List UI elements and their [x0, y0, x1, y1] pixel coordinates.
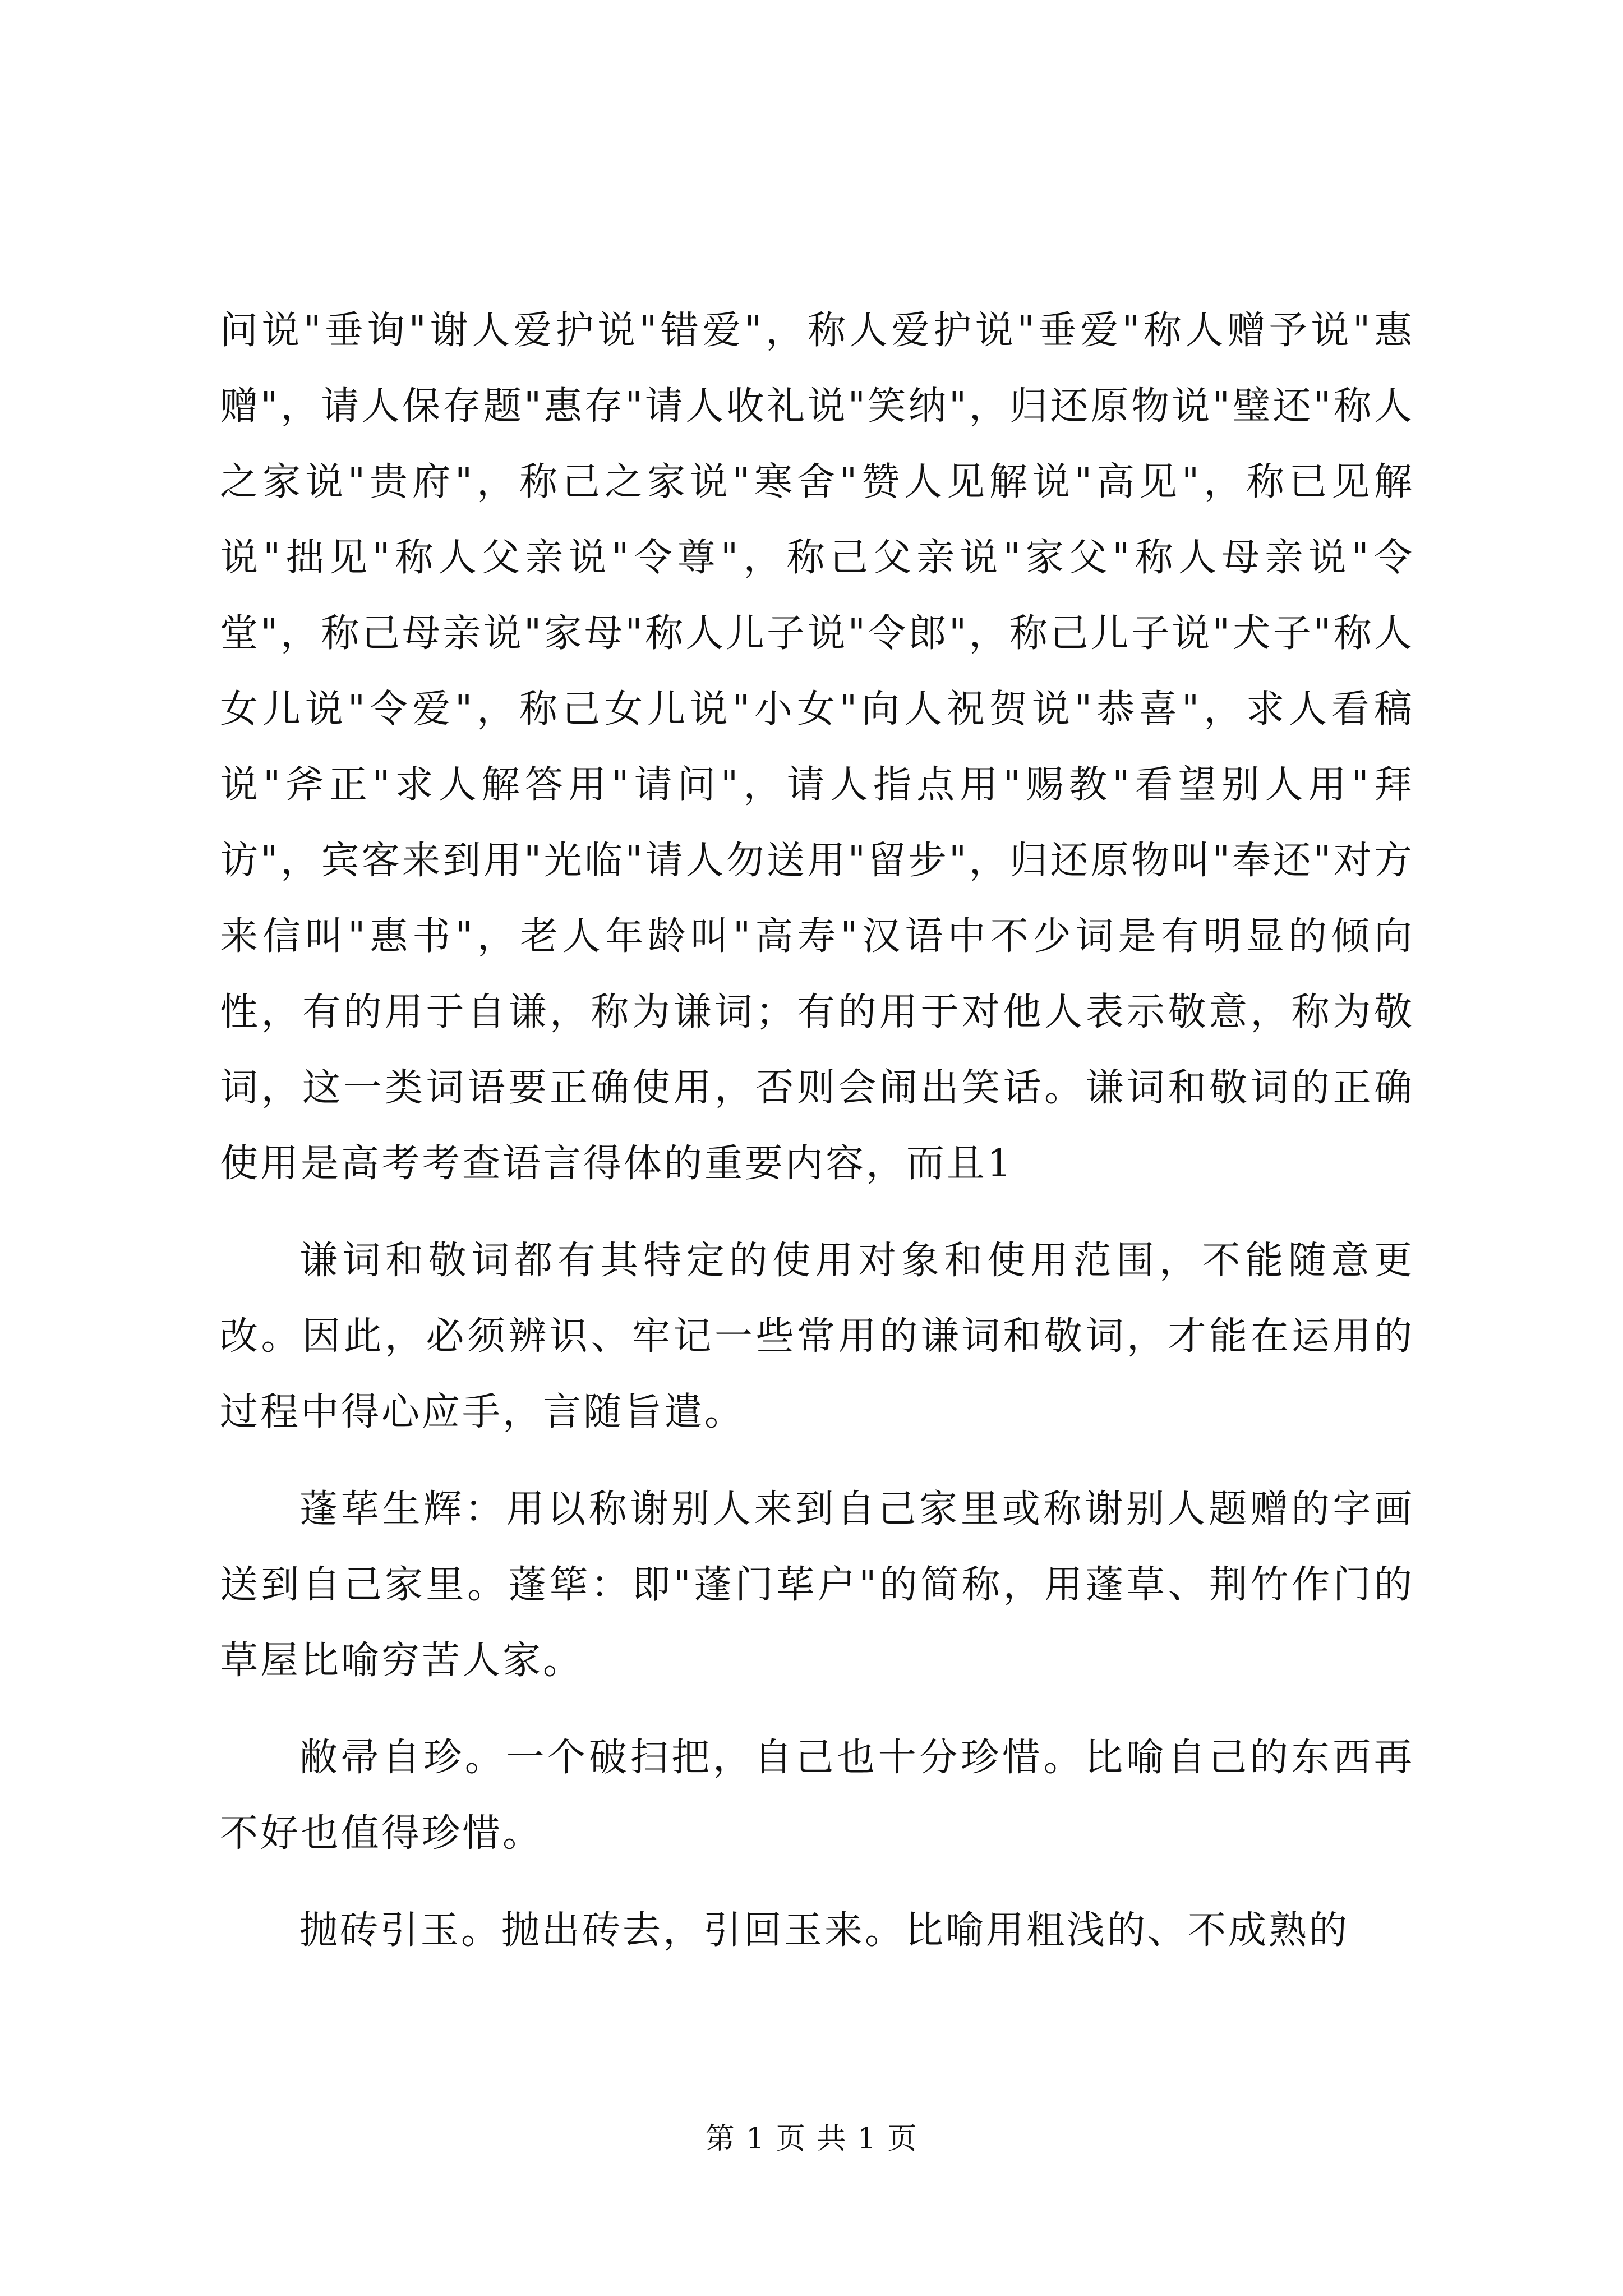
paragraph-usage-note: 谦词和敬词都有其特定的使用对象和使用范围，不能随意更改。因此，必须辨识、牢记一些常用的谦词和敬词，才能在运用的过程中得心应手，言随旨遣。: [220, 1239, 1414, 1434]
paragraph-paozhuan-yinyu: 抛砖引玉。抛出砖去，引回玉来。比喻用粗浅的、不成熟的: [299, 1908, 1350, 1953]
paragraph-pengbi-shenghui: 蓬荜生辉：用以称谢别人来到自己家里或称谢别人题赠的字画送到自己家里。蓬筚：即"蓬门荜户"的简称，用蓬草、荆竹作门的草屋比喻穷苦人家。: [220, 1487, 1414, 1683]
document-body: [220, 293, 1414, 1968]
paragraph-honorifics: 问说"垂询"谢人爱护说"错爱"，称人爱护说"垂爱"称人赠予说"惠赠"，请人保存题"惠存"请人收礼说"笑纳"，归还原物说"璧还"称人之家说"贵府"，称己之家说"寒舍"赞人见解说"高见"，称已见解说"拙见"称人父亲说"令尊"，称己父亲说"家父"称人母亲说"令堂"，称己母亲说"家母"称人儿子说"令郎"，称己儿子说"犬子"称人女儿说"令爱"，称己女儿说"小女"向人祝贺说"恭喜"，求人看稿说"斧正"求人解答用"请问"，请人指点用"赐教"看望别人用"拜访"，宾客来到用"光临"请人勿送用"留步"，归还原物叫"奉还"对方来信叫"惠书"，老人年龄叫"高寿"汉语中不少词是有明显的倾向性，有的用于自谦，称为谦词；有的用于对他人表示敬意，称为敬词，这一类词语要正确使用，否则会闹出笑话。谦词和敬词的正确使用是高考考查语言得体的重要内容，而且1: [220, 309, 1414, 1186]
paragraph-bizhou-zizhen: 敝帚自珍。一个破扫把，自己也十分珍惜。比喻自己的东西再不好也值得珍惜。: [220, 1736, 1414, 1856]
page-footer: 第 1 页 共 1 页: [705, 2122, 918, 2156]
